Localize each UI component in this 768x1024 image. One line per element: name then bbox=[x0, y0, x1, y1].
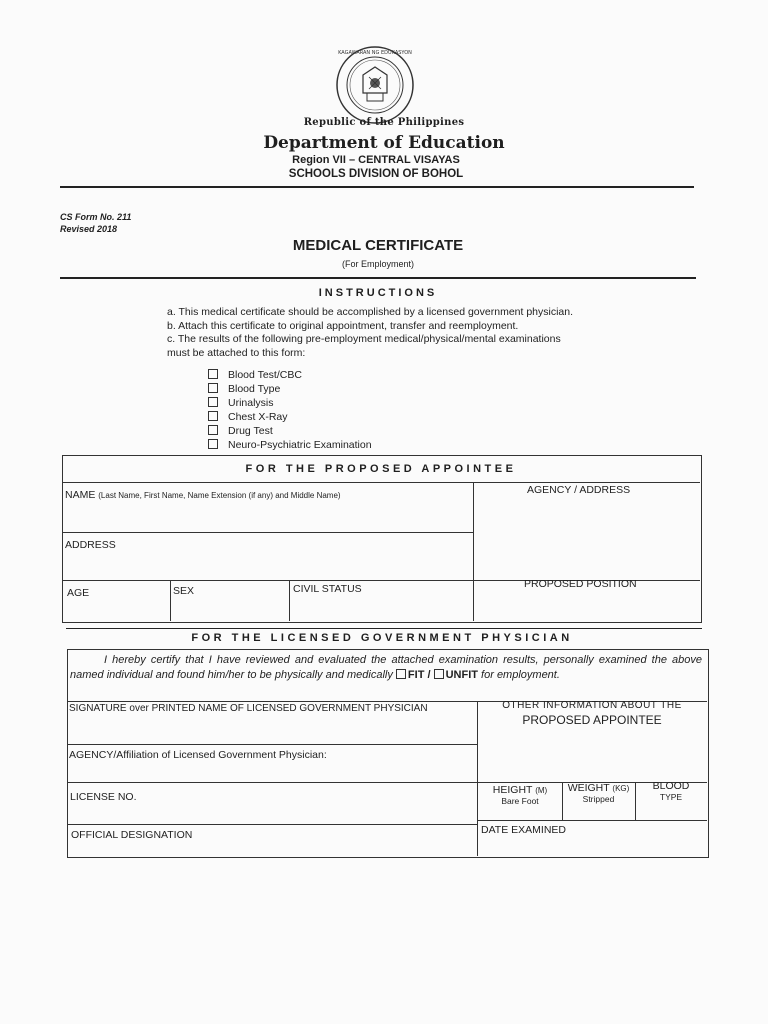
official-designation-field[interactable]: OFFICIAL DESIGNATION bbox=[71, 829, 193, 841]
instruction-line: b. Attach this certificate to original appointment, transfer and reemployment. bbox=[167, 319, 519, 332]
instructions-heading: INSTRUCTIONS bbox=[318, 287, 438, 299]
name-field[interactable] bbox=[65, 489, 341, 501]
checklist-item[interactable]: Urinalysis bbox=[208, 396, 372, 410]
blood-sub: TYPE bbox=[659, 792, 683, 802]
license-no-field[interactable]: LICENSE NO. bbox=[70, 791, 137, 803]
checkbox-icon[interactable] bbox=[208, 369, 218, 379]
column-divider bbox=[473, 482, 474, 621]
page-title: MEDICAL CERTIFICATE bbox=[292, 237, 464, 254]
row-divider bbox=[62, 532, 473, 533]
unfit-label: UNFIT bbox=[445, 669, 478, 681]
checkbox-icon[interactable] bbox=[208, 439, 218, 449]
age-field[interactable]: AGE bbox=[67, 587, 90, 599]
title-divider bbox=[60, 277, 696, 279]
signature-field[interactable]: SIGNATURE over PRINTED NAME OF LICENSED GOVERNMENT PHYSICIAN bbox=[69, 703, 428, 714]
column-divider bbox=[170, 580, 171, 621]
revised-date: Revised 2018 bbox=[60, 224, 118, 234]
row-divider bbox=[62, 482, 700, 483]
region-text: Region VII – CENTRAL VISAYAS bbox=[292, 154, 460, 166]
appointee-heading: FOR THE PROPOSED APPOINTEE bbox=[245, 463, 517, 475]
column-divider bbox=[289, 580, 290, 621]
address-field[interactable]: ADDRESS bbox=[65, 539, 116, 551]
fit-label: FIT / bbox=[407, 669, 431, 681]
blood-type-field[interactable] bbox=[635, 780, 707, 802]
certification-statement bbox=[70, 653, 702, 683]
other-info-heading-1: OTHER INFORMATION ABOUT THE bbox=[502, 700, 682, 711]
department-text: Department of Education bbox=[263, 133, 505, 153]
date-examined-field[interactable]: DATE EXAMINED bbox=[481, 824, 566, 836]
instruction-line: a. This medical certificate should be accomplished by a licensed government physician. bbox=[167, 306, 574, 318]
section-divider bbox=[66, 628, 702, 629]
instruction-line: c. The results of the following pre-employment medical/physical/mental examinations bbox=[167, 333, 561, 345]
appointee-section bbox=[62, 455, 702, 623]
row-divider bbox=[478, 820, 707, 821]
header-divider bbox=[60, 186, 694, 188]
weight-sub: Stripped bbox=[582, 794, 615, 804]
agency-address-field[interactable]: AGENCY / ADDRESS bbox=[527, 484, 631, 496]
sex-field[interactable]: SEX bbox=[173, 585, 195, 597]
row-divider bbox=[67, 744, 477, 745]
checklist-item[interactable]: Blood Test/CBC bbox=[208, 368, 372, 382]
checklist-item[interactable]: Chest X-Ray bbox=[208, 410, 372, 424]
height-unit: (M) bbox=[535, 786, 548, 795]
exam-checklist bbox=[208, 368, 372, 452]
instruction-line: must be attached to this form: bbox=[167, 346, 306, 359]
checkbox-icon[interactable] bbox=[208, 411, 218, 421]
checkbox-icon[interactable] bbox=[208, 425, 218, 435]
division-text: SCHOOLS DIVISION OF BOHOL bbox=[288, 168, 464, 180]
svg-text:KAGAWARAN NG EDUKASYON: KAGAWARAN NG EDUKASYON bbox=[338, 50, 412, 56]
height-label: HEIGHT bbox=[492, 784, 533, 796]
row-divider bbox=[67, 824, 477, 825]
deped-seal-icon bbox=[335, 45, 415, 125]
certify-text: I hereby certify that I have reviewed and evaluated the attached examination results, personally examined the above named individual and found him/her to be physically and medically bbox=[70, 654, 702, 681]
form-number-block bbox=[60, 211, 131, 235]
physician-agency-field[interactable]: AGENCY/Affiliation of Licensed Government Physician: bbox=[69, 749, 327, 761]
instructions-list bbox=[167, 306, 573, 360]
checklist-item[interactable]: Drug Test bbox=[208, 424, 372, 438]
weight-label: WEIGHT bbox=[567, 782, 610, 794]
name-label: NAME bbox=[65, 489, 96, 501]
weight-field[interactable] bbox=[562, 782, 635, 804]
weight-unit: (KG) bbox=[612, 784, 630, 793]
checkbox-icon[interactable] bbox=[208, 397, 218, 407]
checkbox-icon[interactable] bbox=[208, 383, 218, 393]
checklist-item[interactable]: Blood Type bbox=[208, 382, 372, 396]
page-subtitle: (For Employment) bbox=[341, 259, 414, 269]
proposed-position-field[interactable]: PROPOSED POSITION bbox=[524, 578, 637, 590]
other-info-heading-2: PROPOSED APPOINTEE bbox=[522, 713, 662, 727]
height-field[interactable] bbox=[478, 784, 562, 806]
for-employment-text: for employment. bbox=[481, 669, 560, 681]
name-hint: (Last Name, First Name, Name Extension (if any) and Middle Name) bbox=[98, 491, 341, 500]
republic-text: Republic of the Philippines bbox=[303, 117, 465, 128]
unfit-checkbox-icon[interactable] bbox=[434, 669, 444, 679]
fit-checkbox-icon[interactable] bbox=[396, 669, 406, 679]
physician-heading: FOR THE LICENSED GOVERNMENT PHYSICIAN bbox=[191, 632, 573, 644]
blood-label: BLOOD bbox=[652, 780, 690, 792]
height-sub: Bare Foot bbox=[501, 796, 539, 806]
form-number: CS Form No. 211 bbox=[60, 212, 132, 222]
checklist-item[interactable]: Neuro-Psychiatric Examination bbox=[208, 438, 372, 452]
civil-status-field[interactable]: CIVIL STATUS bbox=[293, 583, 362, 595]
